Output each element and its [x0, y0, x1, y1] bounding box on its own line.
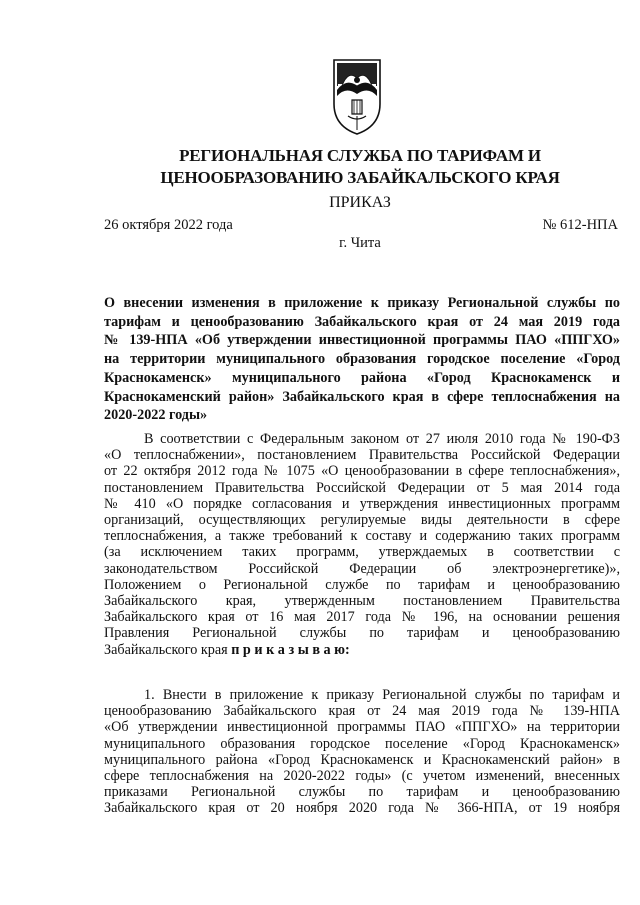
organization-title-line-2: ЦЕНООБРАЗОВАНИЮ ЗАБАЙКАЛЬСКОГО КРАЯ: [160, 168, 560, 187]
document-type: ПРИКАЗ: [329, 194, 391, 211]
paragraph-line: «О теплоснабжении», постановлением Правительства Российской Федерации: [104, 447, 620, 464]
paragraph-line: организаций, осуществляющих регулируемые виды деятельности в сфере: [104, 512, 620, 529]
paragraph-line: муниципального образования городское поселение «Город Краснокаменск»: [104, 735, 620, 752]
heading-line: О внесении изменения в приложение к приказу Региональной службы по: [104, 295, 620, 311]
paragraph-line: законодательством Российской Федерации об электроэнергетике)»,: [104, 560, 620, 577]
paragraph-line: «Об утверждении инвестиционной программы ПАО «ППГХО» на территории: [104, 719, 620, 736]
paragraph-line: теплоснабжения, а также требований к составу и содержанию таких программ: [104, 528, 620, 545]
heading-line: Краснокаменский район» Забайкальского края в сфере теплоснабжения на: [104, 388, 620, 405]
organization-title-line-1: РЕГИОНАЛЬНАЯ СЛУЖБА ПО ТАРИФАМ И: [179, 146, 541, 165]
document-number: № 612-НПА: [542, 217, 618, 233]
document-date: 26 октября 2022 года: [104, 217, 233, 233]
heading-line: 2020-2022 годы»: [104, 407, 208, 424]
paragraph-line: приказами Региональной службы по тарифам и ценообразованию: [104, 784, 620, 801]
heading-line: Краснокаменск» муниципального района «Город Краснокаменск и: [104, 369, 620, 386]
paragraph-line: В соответствии с Федеральным законом от 27 июля 2010 года № 190-ФЗ: [144, 431, 620, 447]
paragraph-line: 1. Внести в приложение к приказу Региональной службы по тарифам и: [144, 687, 620, 703]
paragraph-line: Забайкальского края, утвержденным постановлением Правительства: [104, 593, 620, 610]
paragraph-line: Положением о Региональной службе по тарифам и ценообразованию: [104, 576, 620, 593]
paragraph-line: постановлением Правительства Российской Федерации от 5 мая 2014 года: [104, 479, 620, 496]
paragraph-line: муниципального района «Город Краснокаменск и Краснокаменский район» в: [104, 751, 620, 768]
coat-of-arms-emblem: [328, 56, 386, 136]
paragraph-line: Забайкальского края от 20 ноября 2020 года № 366-НПА, от 19 ноября: [104, 800, 620, 817]
paragraph-line: Забайкальского края от 16 мая 2017 года № 196, на основании решения: [104, 609, 620, 626]
paragraph-line: сфере теплоснабжения на 2020-2022 годы» (с учетом изменений, внесенных: [104, 768, 620, 785]
heading-line: № 139-НПА «Об утверждении инвестиционной программы ПАО «ППГХО»: [104, 332, 620, 349]
item-1-paragraph: [104, 687, 620, 817]
preamble-paragraph: [104, 431, 620, 658]
heading-line: тарифам и ценообразованию Забайкальского края от 24 мая 2019 года: [104, 313, 620, 330]
paragraph-line: ценообразованию Забайкальского края от 24 мая 2019 года № 139-НПА: [104, 703, 620, 720]
paragraph-line: (за исключением таких программ, утверждаемых в соответствии с: [104, 544, 620, 561]
organization-title: [100, 145, 620, 189]
paragraph-line-final: [104, 642, 620, 658]
order-verb: п р и к а з ы в а ю:: [231, 641, 350, 658]
paragraph-line: Правления Региональной службы по тарифам и ценообразованию: [104, 625, 620, 642]
document-city: г. Чита: [339, 235, 381, 251]
paragraph-line: № 410 «О порядке согласования и утверждения инвестиционных программ: [104, 495, 620, 512]
final-line-text: Забайкальского края: [104, 641, 232, 658]
order-heading: [104, 294, 620, 425]
paragraph-line: от 22 октября 2012 года № 1075 «О ценообразовании в сфере теплоснабжения»,: [104, 463, 620, 480]
heading-line: на территории муниципального образования городское поселение «Город: [104, 351, 620, 368]
